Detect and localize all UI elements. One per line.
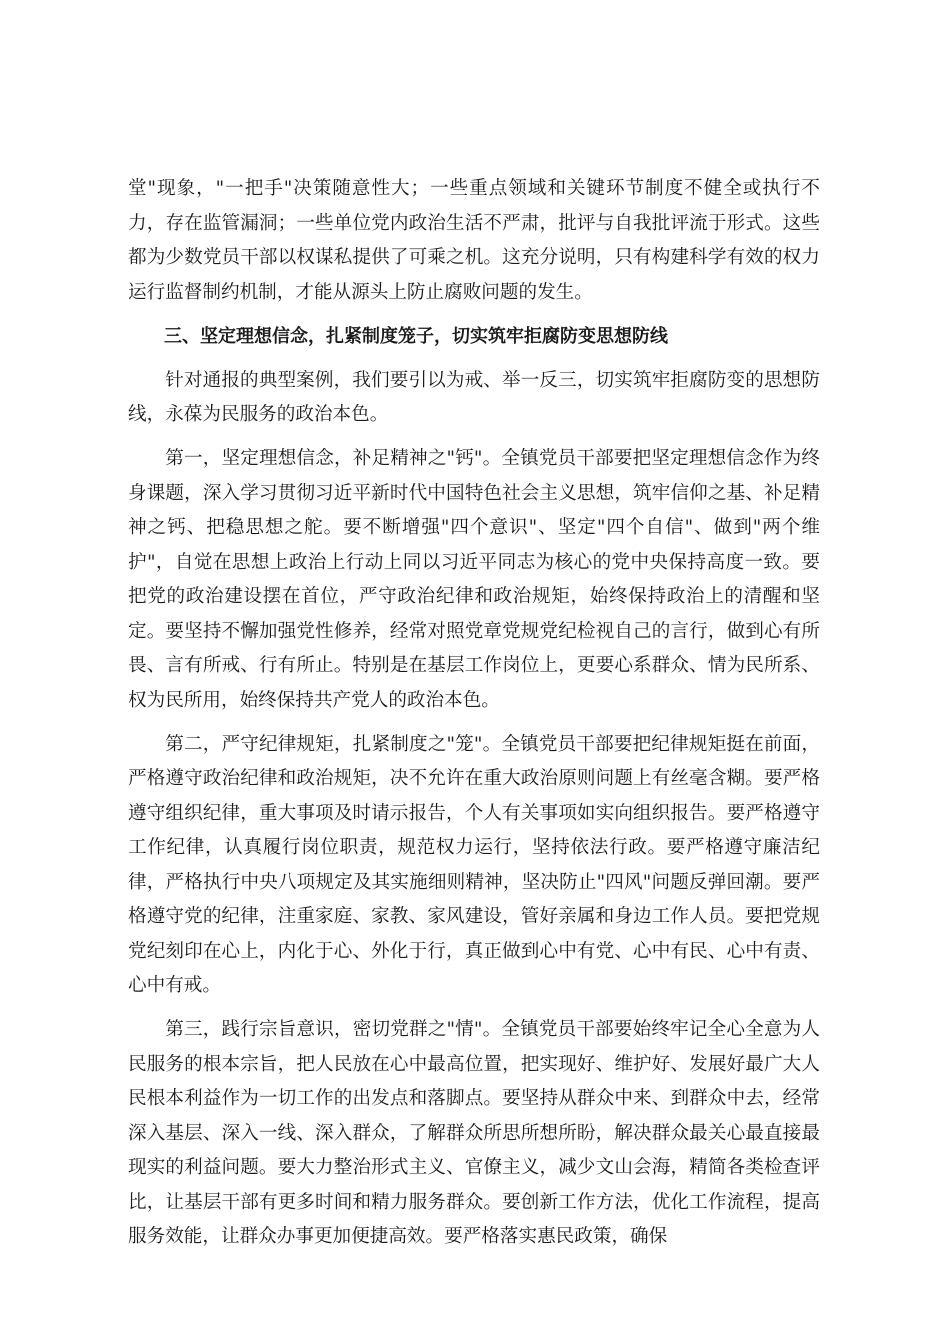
section-heading-3: 三、坚定理想信念，扎紧制度笼子，切实筑牢拒腐防变思想防线 xyxy=(164,325,668,347)
paragraph-3: 第一，坚定理想信念，补足精神之"钙"。全镇党员干部要把坚定理想信念作为终身课题，深入学习贯彻习近平新时代中国特色社会主义思想，筑牢信仰之基、补足精神之钙、把稳思想之舵。要不断增强"四个意识"、坚定"四个自信"、做到"两个维护"，自觉在思想上政治上行动上同以习近平同志为核心的党中央保持高度一致。要把党的政治建设摆在首位，严守政治纪律和政治规矩，始终保持政治上的清醒和坚定。要坚持不懈加强党性修养，经常对照党章党规党纪检视自己的言行，做到心有所畏、言有所戒、行有所止。特别是在基层工作岗位上，更要心系群众、情为民所系、权为民所用，始终保持共产党人的政治本色。 xyxy=(128,448,820,711)
paragraph-5: 第三，践行宗旨意识，密切党群之"情"。全镇党员干部要始终牢记全心全意为人民服务的根本宗旨，把人民放在心中最高位置，把实现好、维护好、发展好最广大人民根本利益作为一切工作的出发点和落脚点。要坚持从群众中来、到群众中去，经常深入基层、深入一线、深入群众，了解群众所思所想所盼，解决群众最关心最直接最现实的利益问题。要大力整治形式主义、官僚主义，减少文山会海，精简各类检查评比，让基层干部有更多时间和精力服务群众。要创新工作方法，优化工作流程，提高服务效能，让群众办事更加便捷高效。要严格落实惠民政策，确保 xyxy=(128,1019,820,1247)
paragraph-2: 针对通报的典型案例，我们要引以为戒、举一反三，切实筑牢拒腐防变的思想防线，永葆为民服务的政治本色。 xyxy=(128,369,820,425)
paragraph-4: 第二，严守纪律规矩，扎紧制度之"笼"。全镇党员干部要把纪律规矩挺在前面，严格遵守政治纪律和政治规矩，决不允许在重大政治原则问题上有丝毫含糊。要严格遵守组织纪律，重大事项及时请示报告，个人有关事项如实向组织报告。要严格遵守工作纪律，认真履行岗位职责，规范权力运行，坚持依法行政。要严格遵守廉洁纪律，严格执行中央八项规定及其实施细则精神，坚决防止"四风"问题反弹回潮。要严格遵守党的纪律，注重家庭、家教、家风建设，管好亲属和身边工作人员。要把党规党纪刻印在心上，内化于心、外化于行，真正做到心中有党、心中有民、心中有责、心中有戒。 xyxy=(128,733,820,996)
paragraph-1: 堂"现象，"一把手"决策随意性大；一些重点领域和关键环节制度不健全或执行不力，存在监管漏洞；一些单位党内政治生活不严肃，批评与自我批评流于形式。这些都为少数党员干部以权谋私提供了可乘之机。这充分说明，只有构建科学有效的权力运行监督制约机制，才能从源头上防止腐败问题的发生。 xyxy=(128,178,820,303)
document-page xyxy=(128,172,820,1264)
